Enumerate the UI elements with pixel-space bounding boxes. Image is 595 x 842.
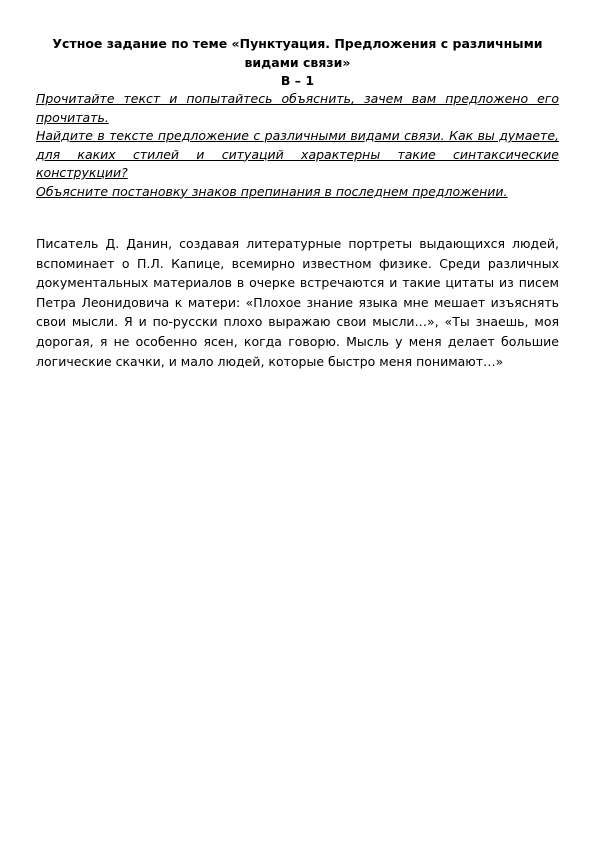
task-list [36, 90, 559, 201]
variant-label: В – 1 [280, 73, 315, 88]
document-title: Устное задание по теме «Пунктуация. Предложения с различными видами связи» [52, 36, 543, 70]
task-item-3: Объясните постановку знаков препинания в последнем предложении. [36, 183, 508, 199]
task-item-2: Найдите в тексте предложение с различными видами связи. Как вы думаете, для каких стилей и ситуаций характерны такие синтаксические конструкции? [36, 128, 559, 180]
task-item-1: Прочитайте текст и попытайтесь объяснить, зачем вам предложено его прочитать. [36, 91, 559, 125]
reading-paragraph: Писатель Д. Данин, создавая литературные портреты выдающихся людей, вспоминает о П.Л. Капице, всемирно известном физике. Среди различных документальных материалов в очерке встречаются и такие цитаты из писем Петра Леонидовича к матери: «Плохое знание языка мне мешает изъяснять свои мысли. Я и по-русски плохо выражаю свои мысли…», «Ты знаешь, моя дорогая, я не особенно ясен, когда говорю. Мысль у меня делает большие логические скачки, и мало людей, которые быстро меня понимают…» [36, 236, 559, 369]
document-page [36, 34, 559, 371]
reading-text [36, 234, 559, 371]
